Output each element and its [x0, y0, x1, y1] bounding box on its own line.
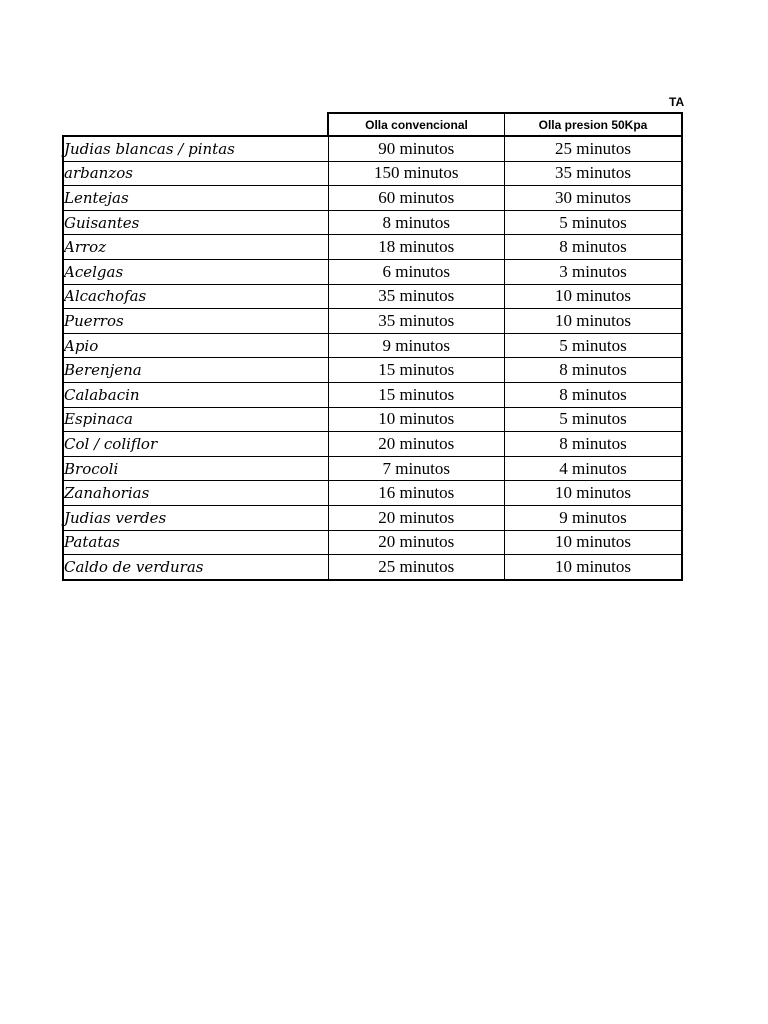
table-row [63, 505, 682, 530]
conventional-time-cell: 8 minutos [328, 210, 505, 235]
table-row [63, 407, 682, 432]
table-row [63, 309, 682, 334]
pressure-time-cell: 8 minutos [505, 358, 683, 383]
conventional-time-cell: 35 minutos [328, 309, 505, 334]
table-row [63, 481, 682, 506]
food-name-cell: Puerros [63, 309, 328, 334]
food-name-cell: Espinaca [63, 407, 328, 432]
table-row [63, 358, 682, 383]
table-row [63, 432, 682, 457]
table-row [63, 530, 682, 555]
pressure-time-cell: 8 minutos [505, 432, 683, 457]
header-blank-cell [63, 113, 328, 136]
table-header-row [63, 113, 682, 136]
table-row [63, 555, 682, 580]
pressure-time-cell: 25 minutos [505, 136, 683, 161]
pressure-time-cell: 10 minutos [505, 530, 683, 555]
pressure-time-cell: 5 minutos [505, 210, 683, 235]
pressure-time-cell: 10 minutos [505, 309, 683, 334]
food-name-cell: Caldo de verduras [63, 555, 328, 580]
food-name-cell: Alcachofas [63, 284, 328, 309]
conventional-time-cell: 25 minutos [328, 555, 505, 580]
conventional-time-cell: 60 minutos [328, 186, 505, 211]
table-row [63, 456, 682, 481]
food-name-cell: Acelgas [63, 259, 328, 284]
pressure-time-cell: 10 minutos [505, 555, 683, 580]
pressure-time-cell: 8 minutos [505, 235, 683, 260]
pressure-time-cell: 5 minutos [505, 407, 683, 432]
food-name-cell: Guisantes [63, 210, 328, 235]
conventional-time-cell: 16 minutos [328, 481, 505, 506]
pressure-time-cell: 9 minutos [505, 505, 683, 530]
cooking-times-table [62, 112, 683, 581]
table-row [63, 210, 682, 235]
conventional-time-cell: 20 minutos [328, 505, 505, 530]
table-row [63, 161, 682, 186]
pressure-time-cell: 8 minutos [505, 382, 683, 407]
conventional-time-cell: 20 minutos [328, 530, 505, 555]
conventional-time-cell: 10 minutos [328, 407, 505, 432]
pressure-time-cell: 35 minutos [505, 161, 683, 186]
food-name-cell: Brocoli [63, 456, 328, 481]
food-name-cell: Patatas [63, 530, 328, 555]
table-row [63, 284, 682, 309]
table-row [63, 136, 682, 161]
conventional-time-cell: 15 minutos [328, 358, 505, 383]
table-body [63, 136, 682, 580]
food-name-cell: Arroz [63, 235, 328, 260]
conventional-time-cell: 90 minutos [328, 136, 505, 161]
pressure-time-cell: 10 minutos [505, 284, 683, 309]
conventional-time-cell: 9 minutos [328, 333, 505, 358]
conventional-time-cell: 35 minutos [328, 284, 505, 309]
conventional-time-cell: 150 minutos [328, 161, 505, 186]
conventional-time-cell: 7 minutos [328, 456, 505, 481]
food-name-cell: Col / coliflor [63, 432, 328, 457]
conventional-time-cell: 20 minutos [328, 432, 505, 457]
food-name-cell: Judias verdes [63, 505, 328, 530]
table-row [63, 259, 682, 284]
header-pressure-cooker: Olla presion 50Kpa [505, 113, 683, 136]
conventional-time-cell: 15 minutos [328, 382, 505, 407]
header-conventional-pot: Olla convencional [328, 113, 505, 136]
food-name-cell: Calabacin [63, 382, 328, 407]
conventional-time-cell: 18 minutos [328, 235, 505, 260]
pressure-time-cell: 30 minutos [505, 186, 683, 211]
food-name-cell: Judias blancas / pintas [63, 136, 328, 161]
pressure-time-cell: 3 minutos [505, 259, 683, 284]
conventional-time-cell: 6 minutos [328, 259, 505, 284]
table-row [63, 235, 682, 260]
food-name-cell: arbanzos [63, 161, 328, 186]
pressure-time-cell: 4 minutos [505, 456, 683, 481]
table-row [63, 186, 682, 211]
food-name-cell: Apio [63, 333, 328, 358]
table-row [63, 333, 682, 358]
pressure-time-cell: 5 minutos [505, 333, 683, 358]
food-name-cell: Lentejas [63, 186, 328, 211]
table-row [63, 382, 682, 407]
page-title: TA [669, 95, 685, 109]
food-name-cell: Zanahorias [63, 481, 328, 506]
pressure-time-cell: 10 minutos [505, 481, 683, 506]
food-name-cell: Berenjena [63, 358, 328, 383]
